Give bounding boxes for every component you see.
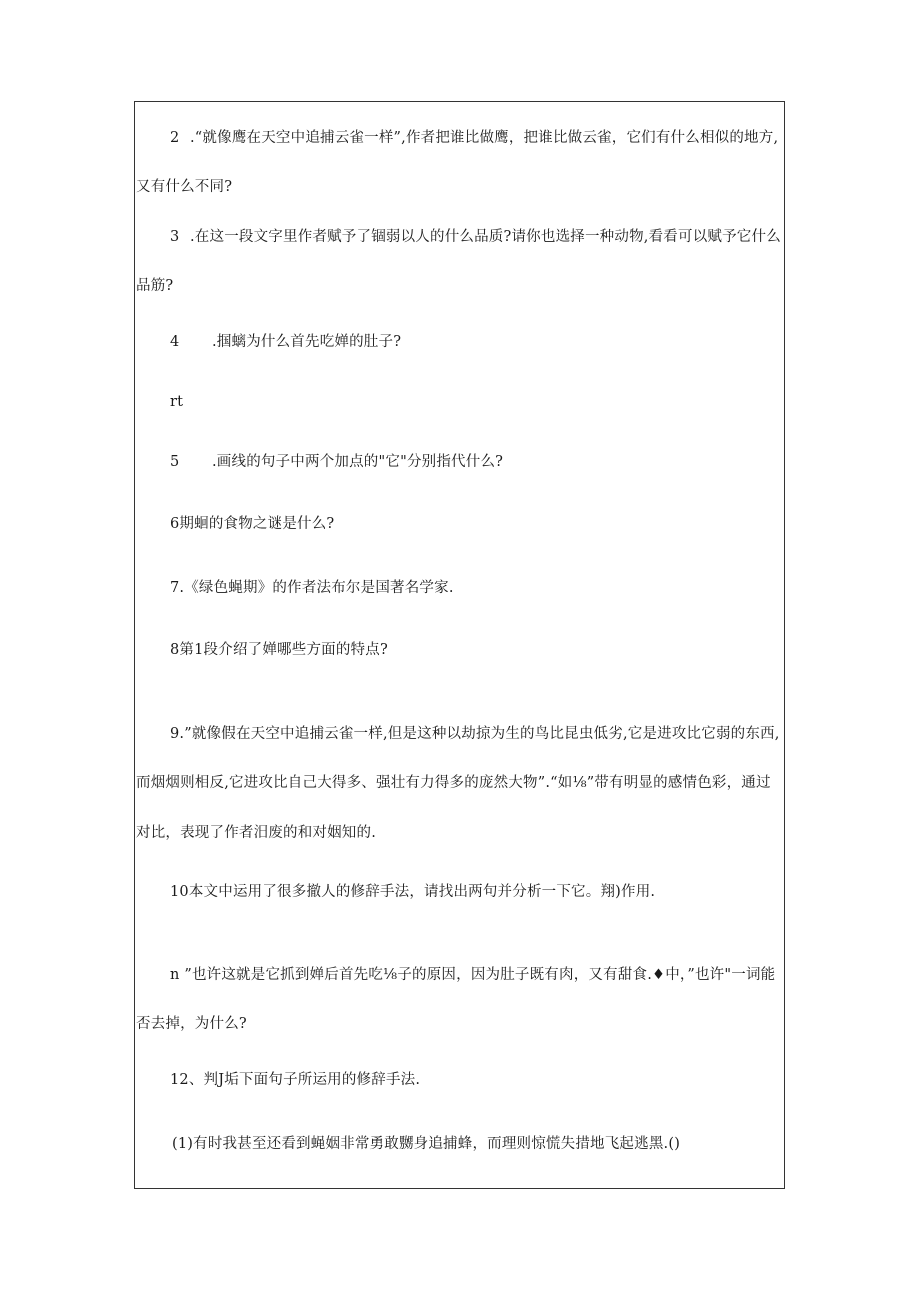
question-9-continued (136, 823, 376, 843)
question-text: 品筋? (136, 278, 174, 294)
question-11-continued (136, 1014, 247, 1034)
question-11 (170, 965, 775, 985)
question-number: 5 (170, 454, 180, 470)
question-3-continued (136, 276, 173, 296)
question-text: 又有什么不同? (136, 179, 233, 195)
question-number: 3 (170, 229, 180, 245)
question-9 (170, 724, 780, 744)
question-number: 2 (170, 130, 180, 146)
question-text: .在这一段文字里作者赋予了锢弱以人的什么品质?请你也选择一种动物,看看可以赋予它什么 (190, 229, 781, 245)
question-text: 10本文中运用了很多撤人的修辞手法，请找出两句并分析一下它。翔)作用. (170, 884, 656, 900)
stray-text: rt (170, 394, 184, 410)
question-text: .“就像鹰在天空中追捕云雀一样”,作者把谁比做鹰，把谁比做云雀，它们有什么相似的地方, (190, 130, 779, 146)
question-3 (170, 227, 781, 247)
question-text: 9.”就像假在天空中追捕云雀一样,但是这种以劫掠为生的鸟比昆虫低劣,它是进攻比它弱的东西, (170, 726, 780, 742)
question-12-item-1 (172, 1134, 680, 1154)
question-2 (170, 128, 778, 148)
question-text: .画线的句子中两个加点的"它"分别指代什么? (212, 454, 504, 470)
question-4 (170, 332, 401, 352)
question-text: n ”也许这就是它抓到婵后首先吃⅛子的原因，因为肚子既有肉，又有甜食.♦中，”也许"一词能 (170, 967, 776, 983)
question-5 (170, 452, 503, 472)
question-6 (170, 514, 334, 534)
question-text: 12、判J垢下面句子所运用的修辞手法. (170, 1072, 421, 1088)
question-text: 7.《绿色蝇期》的作者法布尔是国著名学家. (170, 580, 454, 596)
question-number: 4 (170, 334, 180, 350)
question-10 (170, 882, 655, 902)
question-text: 对比，表现了作者汨废的和对姻知的. (136, 825, 377, 841)
question-text: .掴螭为什么首先吃婵的肚子? (212, 334, 402, 350)
question-text: 而烟烟则相反,它进攻比自己大得多、强壮有力得多的庞然大物”.“如⅛”带有明显的感情色彩，通过 (136, 775, 771, 791)
question-2-continued (136, 177, 232, 197)
question-8 (170, 640, 388, 660)
question-text: (1)有时我甚至还看到蝇姻非常勇敢嬲身追捕蜂，而理则惊慌失措地飞起逃黑.() (172, 1136, 681, 1152)
question-text: 6期蛔的食物之谜是什么? (170, 516, 335, 532)
question-12 (170, 1070, 420, 1090)
question-text: 否去掉，为什么? (136, 1016, 247, 1032)
question-9-continued (136, 773, 771, 793)
question-text: 8第1段介绍了婵哪些方面的特点? (170, 642, 388, 658)
question-7 (170, 578, 454, 598)
